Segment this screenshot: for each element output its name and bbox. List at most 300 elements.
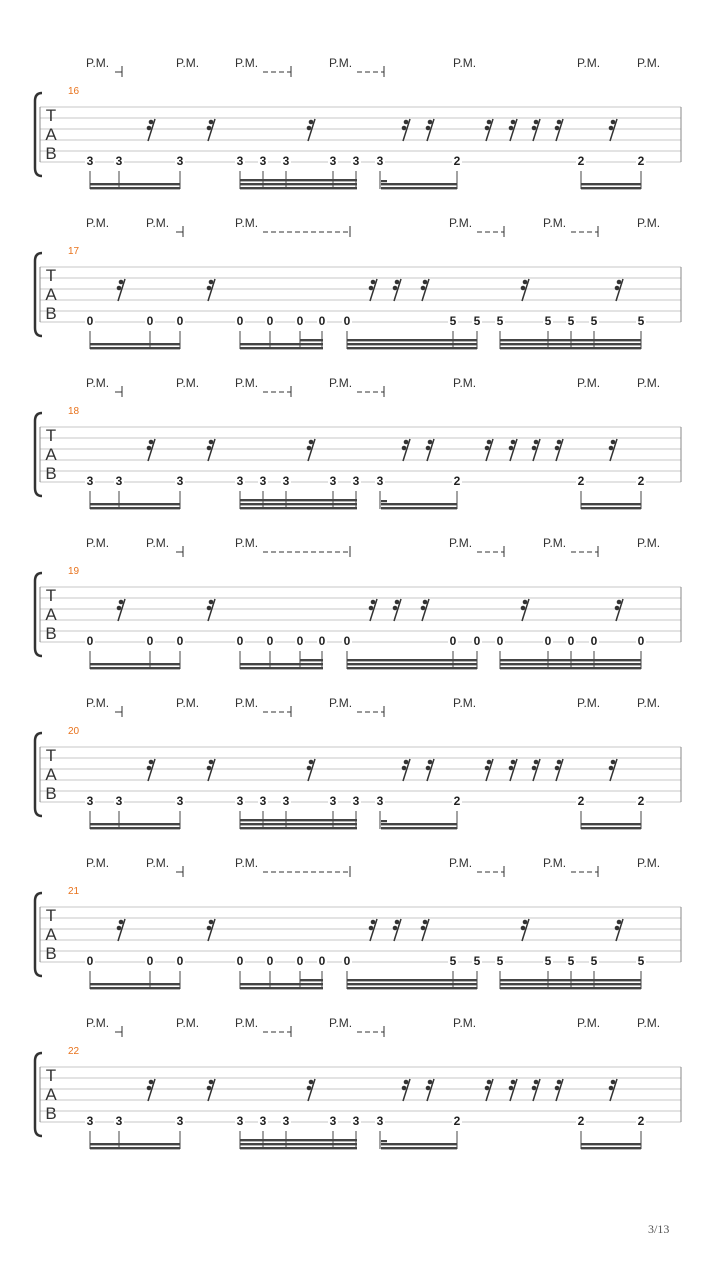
palm-mute-label: P.M. (637, 536, 661, 550)
note-beam (381, 507, 457, 509)
fret-number: 3 (376, 154, 384, 168)
rest-flag-dot (555, 446, 560, 451)
rest-flag-dot (609, 766, 614, 771)
rest-flag-dot (521, 926, 526, 931)
tab-clef-letter: B (45, 944, 57, 963)
fret-number: 2 (637, 794, 645, 808)
rest-flag-dot (307, 126, 312, 131)
rest-flag-dot (485, 126, 490, 131)
tab-clef-letter: A (45, 605, 57, 624)
system-brace (35, 93, 42, 176)
note-beam (240, 987, 323, 989)
rest-flag-dot (404, 120, 409, 125)
rest-flag-dot (428, 760, 433, 765)
rest-flag-dot (404, 440, 409, 445)
fret-number: 3 (352, 1114, 360, 1128)
rest-flag-dot (557, 440, 562, 445)
fret-number: 5 (567, 954, 575, 968)
palm-mute-label: P.M. (86, 56, 110, 70)
rest-flag-dot (423, 920, 428, 925)
note-beam (240, 983, 323, 985)
fret-number: 3 (176, 154, 184, 168)
rest-flag-dot (485, 766, 490, 771)
note-beam (240, 823, 357, 825)
fret-number: 0 (567, 634, 575, 648)
rest-flag-dot (428, 120, 433, 125)
fret-number: 5 (637, 314, 645, 328)
note-beam (240, 819, 357, 821)
fret-number: 5 (496, 954, 504, 968)
note-beam (381, 503, 457, 505)
rest-flag-dot (532, 1086, 537, 1091)
rest-flag-dot (149, 760, 154, 765)
rest-flag-dot (209, 280, 214, 285)
fret-number: 3 (236, 474, 244, 488)
note-beam (90, 347, 180, 349)
palm-mute-label: P.M. (543, 216, 567, 230)
rest-flag-dot (521, 286, 526, 291)
palm-mute-label: P.M. (637, 696, 661, 710)
rest-flag-dot (395, 280, 400, 285)
note-beam (90, 187, 180, 189)
note-beam (347, 347, 477, 349)
fret-number: 5 (590, 314, 598, 328)
rest-flag-dot (149, 1080, 154, 1085)
note-beam (381, 823, 457, 825)
fret-number: 5 (637, 954, 645, 968)
palm-mute-label: P.M. (449, 216, 473, 230)
fret-number: 0 (449, 634, 457, 648)
fret-number: 0 (318, 634, 326, 648)
note-beam (581, 507, 641, 509)
rest-flag-dot (555, 126, 560, 131)
palm-mute-label: P.M. (637, 1016, 661, 1030)
palm-mute-label: P.M. (577, 56, 601, 70)
fret-number: 2 (453, 1114, 461, 1128)
note-beam (581, 1147, 641, 1149)
palm-mute-label: P.M. (146, 536, 170, 550)
rest-flag-dot (511, 440, 516, 445)
rest-flag-dot (523, 600, 528, 605)
palm-mute-label: P.M. (235, 856, 259, 870)
system-brace (35, 413, 42, 496)
fret-number: 0 (266, 314, 274, 328)
note-beam (347, 983, 477, 985)
rest-flag-dot (309, 440, 314, 445)
tab-clef-letter: A (45, 445, 57, 464)
tab-clef-letter: B (45, 784, 57, 803)
fret-number: 5 (544, 314, 552, 328)
note-beam (581, 827, 641, 829)
fret-number: 3 (282, 474, 290, 488)
fret-number: 3 (282, 794, 290, 808)
rest-flag-dot (557, 1080, 562, 1085)
rest-flag-dot (371, 920, 376, 925)
fret-number: 3 (352, 794, 360, 808)
rest-flag-dot (147, 1086, 152, 1091)
palm-mute-label: P.M. (637, 56, 661, 70)
palm-mute-label: P.M. (176, 696, 200, 710)
measure-number: 19 (68, 566, 80, 577)
rest-flag-dot (421, 286, 426, 291)
fret-number: 0 (86, 634, 94, 648)
note-beam (90, 507, 180, 509)
rest-flag-dot (534, 760, 539, 765)
rest-flag-dot (309, 120, 314, 125)
tab-clef-letter: B (45, 464, 57, 483)
palm-mute-label: P.M. (235, 376, 259, 390)
rest-flag-dot (557, 120, 562, 125)
note-beam (500, 343, 641, 345)
fret-number: 5 (567, 314, 575, 328)
fret-number: 3 (86, 474, 94, 488)
rest-flag-dot (511, 1080, 516, 1085)
fret-number: 3 (115, 1114, 123, 1128)
palm-mute-label: P.M. (329, 1016, 353, 1030)
measure-number: 17 (68, 246, 80, 257)
rest-flag-dot (509, 766, 514, 771)
fret-number: 3 (236, 154, 244, 168)
fret-number: 3 (115, 154, 123, 168)
note-beam (240, 343, 323, 345)
rest-flag-dot (523, 920, 528, 925)
fret-number: 3 (376, 1114, 384, 1128)
fret-number: 0 (86, 314, 94, 328)
fret-number: 0 (473, 634, 481, 648)
rest-flag-dot (147, 126, 152, 131)
note-beam (500, 663, 641, 665)
rest-flag-dot (207, 1086, 212, 1091)
fret-number: 0 (146, 634, 154, 648)
rest-flag-dot (428, 1080, 433, 1085)
rest-flag-dot (393, 286, 398, 291)
fret-number: 0 (637, 634, 645, 648)
tab-clef-letter: A (45, 1085, 57, 1104)
fret-number: 0 (590, 634, 598, 648)
note-beam (240, 1139, 357, 1141)
fret-number: 5 (544, 954, 552, 968)
fret-number: 3 (86, 1114, 94, 1128)
rest-flag-dot (421, 926, 426, 931)
palm-mute-label: P.M. (86, 376, 110, 390)
rest-flag-dot (207, 286, 212, 291)
note-beam (347, 663, 477, 665)
rest-flag-dot (555, 766, 560, 771)
fret-number: 0 (176, 954, 184, 968)
rest-flag-dot (147, 766, 152, 771)
note-beam (581, 183, 641, 185)
fret-number: 2 (637, 1114, 645, 1128)
note-beam (581, 823, 641, 825)
note-beam (90, 183, 180, 185)
tab-clef-letter: T (45, 586, 57, 605)
note-beam (240, 827, 357, 829)
note-beam (381, 183, 457, 185)
palm-mute-label: P.M. (453, 696, 477, 710)
rest-flag-dot (117, 286, 122, 291)
rest-flag-dot (532, 446, 537, 451)
page-number: 3/13 (648, 1222, 670, 1236)
rest-flag-dot (534, 440, 539, 445)
rest-flag-dot (532, 126, 537, 131)
rest-flag-dot (209, 120, 214, 125)
fret-number: 2 (577, 154, 585, 168)
rest-flag-dot (371, 600, 376, 605)
system-brace (35, 893, 42, 976)
rest-flag-dot (609, 126, 614, 131)
palm-mute-label: P.M. (449, 536, 473, 550)
note-beam (500, 659, 641, 661)
fret-number: 0 (86, 954, 94, 968)
fret-number: 2 (577, 1114, 585, 1128)
rest-flag-dot (487, 120, 492, 125)
note-beam (347, 987, 477, 989)
rest-flag-dot (487, 760, 492, 765)
rest-flag-dot (207, 766, 212, 771)
palm-mute-label: P.M. (86, 1016, 110, 1030)
tab-clef-letter: T (45, 1066, 57, 1085)
note-beam (240, 187, 357, 189)
fret-number: 5 (449, 314, 457, 328)
rest-flag-dot (209, 440, 214, 445)
palm-mute-label: P.M. (453, 1016, 477, 1030)
fret-number: 3 (176, 1114, 184, 1128)
note-beam (240, 183, 357, 185)
fret-number: 0 (176, 314, 184, 328)
rest-flag-dot (611, 760, 616, 765)
fret-number: 0 (343, 314, 351, 328)
rest-flag-dot (209, 600, 214, 605)
note-beam (240, 499, 357, 501)
note-beam-extra (300, 659, 323, 661)
fret-number: 3 (236, 1114, 244, 1128)
note-beam (581, 503, 641, 505)
note-beam (240, 1143, 357, 1145)
rest-flag-dot (509, 126, 514, 131)
rest-flag-dot (119, 920, 124, 925)
rest-flag-dot (395, 600, 400, 605)
note-beam (381, 187, 457, 189)
palm-mute-label: P.M. (329, 376, 353, 390)
measure-number: 18 (68, 406, 80, 417)
rest-flag-dot (426, 126, 431, 131)
fret-number: 3 (329, 794, 337, 808)
note-beam (90, 663, 180, 665)
note-beam (381, 827, 457, 829)
rest-flag-dot (615, 926, 620, 931)
note-beam (90, 987, 180, 989)
rest-flag-dot (117, 606, 122, 611)
fret-number: 0 (343, 634, 351, 648)
rest-flag-dot (119, 600, 124, 605)
measure-number: 16 (68, 86, 80, 97)
palm-mute-label: P.M. (176, 1016, 200, 1030)
fret-number: 5 (590, 954, 598, 968)
fret-number: 3 (259, 474, 267, 488)
note-beam (90, 1143, 180, 1145)
palm-mute-label: P.M. (577, 376, 601, 390)
rest-flag-dot (404, 760, 409, 765)
rest-flag-dot (209, 760, 214, 765)
palm-mute-label: P.M. (86, 536, 110, 550)
rest-flag-dot (523, 280, 528, 285)
note-beam (347, 343, 477, 345)
rest-flag-dot (393, 606, 398, 611)
rest-flag-dot (534, 120, 539, 125)
rest-flag-dot (307, 766, 312, 771)
fret-number: 2 (577, 794, 585, 808)
fret-number: 2 (577, 474, 585, 488)
note-beam (240, 179, 357, 181)
note-beam (90, 503, 180, 505)
rest-flag-dot (611, 120, 616, 125)
tab-clef-letter: B (45, 304, 57, 323)
rest-flag-dot (207, 606, 212, 611)
fret-number: 2 (637, 154, 645, 168)
palm-mute-label: P.M. (146, 856, 170, 870)
rest-flag-dot (426, 766, 431, 771)
note-beam (240, 667, 323, 669)
palm-mute-label: P.M. (329, 56, 353, 70)
fret-number: 2 (453, 154, 461, 168)
palm-mute-label: P.M. (146, 216, 170, 230)
rest-flag-dot (555, 1086, 560, 1091)
rest-flag-dot (119, 280, 124, 285)
fret-number: 3 (236, 794, 244, 808)
tab-clef-letter: B (45, 144, 57, 163)
note-beam (347, 979, 477, 981)
rest-flag-dot (369, 286, 374, 291)
rest-flag-dot (609, 446, 614, 451)
rest-flag-dot (307, 1086, 312, 1091)
fret-number: 3 (282, 154, 290, 168)
fret-number: 0 (266, 954, 274, 968)
note-beam (500, 667, 641, 669)
note-beam (90, 343, 180, 345)
fret-number: 5 (496, 314, 504, 328)
rest-flag-dot (532, 766, 537, 771)
rest-flag-dot (402, 1086, 407, 1091)
tab-clef-letter: A (45, 925, 57, 944)
palm-mute-label: P.M. (235, 696, 259, 710)
palm-mute-label: P.M. (543, 856, 567, 870)
beam-stub (381, 500, 387, 502)
beam-stub (381, 180, 387, 182)
rest-flag-dot (147, 446, 152, 451)
rest-flag-dot (117, 926, 122, 931)
rest-flag-dot (487, 440, 492, 445)
measure-number: 22 (68, 1046, 80, 1057)
fret-number: 0 (236, 314, 244, 328)
fret-number: 3 (329, 154, 337, 168)
note-beam (500, 983, 641, 985)
rest-flag-dot (521, 606, 526, 611)
palm-mute-label: P.M. (637, 216, 661, 230)
rest-flag-dot (395, 920, 400, 925)
rest-flag-dot (609, 1086, 614, 1091)
palm-mute-label: P.M. (176, 376, 200, 390)
palm-mute-label: P.M. (235, 216, 259, 230)
tab-clef-letter: T (45, 906, 57, 925)
fret-number: 0 (146, 954, 154, 968)
rest-flag-dot (404, 1080, 409, 1085)
note-beam (347, 339, 477, 341)
fret-number: 3 (376, 474, 384, 488)
rest-flag-dot (421, 606, 426, 611)
fret-number: 3 (282, 1114, 290, 1128)
note-beam (90, 1147, 180, 1149)
fret-number: 2 (637, 474, 645, 488)
note-beam (90, 983, 180, 985)
note-beam (90, 667, 180, 669)
fret-number: 0 (296, 634, 304, 648)
rest-flag-dot (611, 440, 616, 445)
note-beam (581, 187, 641, 189)
fret-number: 2 (453, 794, 461, 808)
palm-mute-label: P.M. (637, 856, 661, 870)
note-beam (90, 827, 180, 829)
tab-clef-letter: B (45, 624, 57, 643)
palm-mute-label: P.M. (235, 536, 259, 550)
fret-number: 0 (296, 314, 304, 328)
fret-number: 0 (496, 634, 504, 648)
note-beam (240, 1147, 357, 1149)
rest-flag-dot (149, 440, 154, 445)
note-beam (90, 823, 180, 825)
fret-number: 3 (376, 794, 384, 808)
palm-mute-label: P.M. (449, 856, 473, 870)
rest-flag-dot (402, 446, 407, 451)
fret-number: 3 (176, 794, 184, 808)
note-beam (500, 339, 641, 341)
rest-flag-dot (402, 126, 407, 131)
beam-stub (381, 1140, 387, 1142)
rest-flag-dot (393, 926, 398, 931)
tab-clef-letter: A (45, 125, 57, 144)
rest-flag-dot (557, 760, 562, 765)
palm-mute-label: P.M. (577, 696, 601, 710)
tab-clef-letter: T (45, 746, 57, 765)
rest-flag-dot (309, 1080, 314, 1085)
tab-clef-letter: A (45, 765, 57, 784)
fret-number: 3 (176, 474, 184, 488)
beam-stub (381, 820, 387, 822)
fret-number: 3 (352, 474, 360, 488)
palm-mute-label: P.M. (86, 216, 110, 230)
rest-flag-dot (511, 120, 516, 125)
rest-flag-dot (509, 446, 514, 451)
palm-mute-label: P.M. (86, 856, 110, 870)
rest-flag-dot (307, 446, 312, 451)
rest-flag-dot (149, 120, 154, 125)
fret-number: 5 (473, 314, 481, 328)
tab-clef-letter: A (45, 285, 57, 304)
measure-number: 21 (68, 886, 80, 897)
rest-flag-dot (423, 600, 428, 605)
fret-number: 0 (266, 634, 274, 648)
tab-clef-letter: T (45, 266, 57, 285)
rest-flag-dot (209, 920, 214, 925)
fret-number: 0 (176, 634, 184, 648)
rest-flag-dot (509, 1086, 514, 1091)
rest-flag-dot (426, 1086, 431, 1091)
fret-number: 3 (115, 794, 123, 808)
rest-flag-dot (485, 1086, 490, 1091)
rest-flag-dot (534, 1080, 539, 1085)
palm-mute-label: P.M. (176, 56, 200, 70)
fret-number: 3 (259, 794, 267, 808)
rest-flag-dot (617, 600, 622, 605)
